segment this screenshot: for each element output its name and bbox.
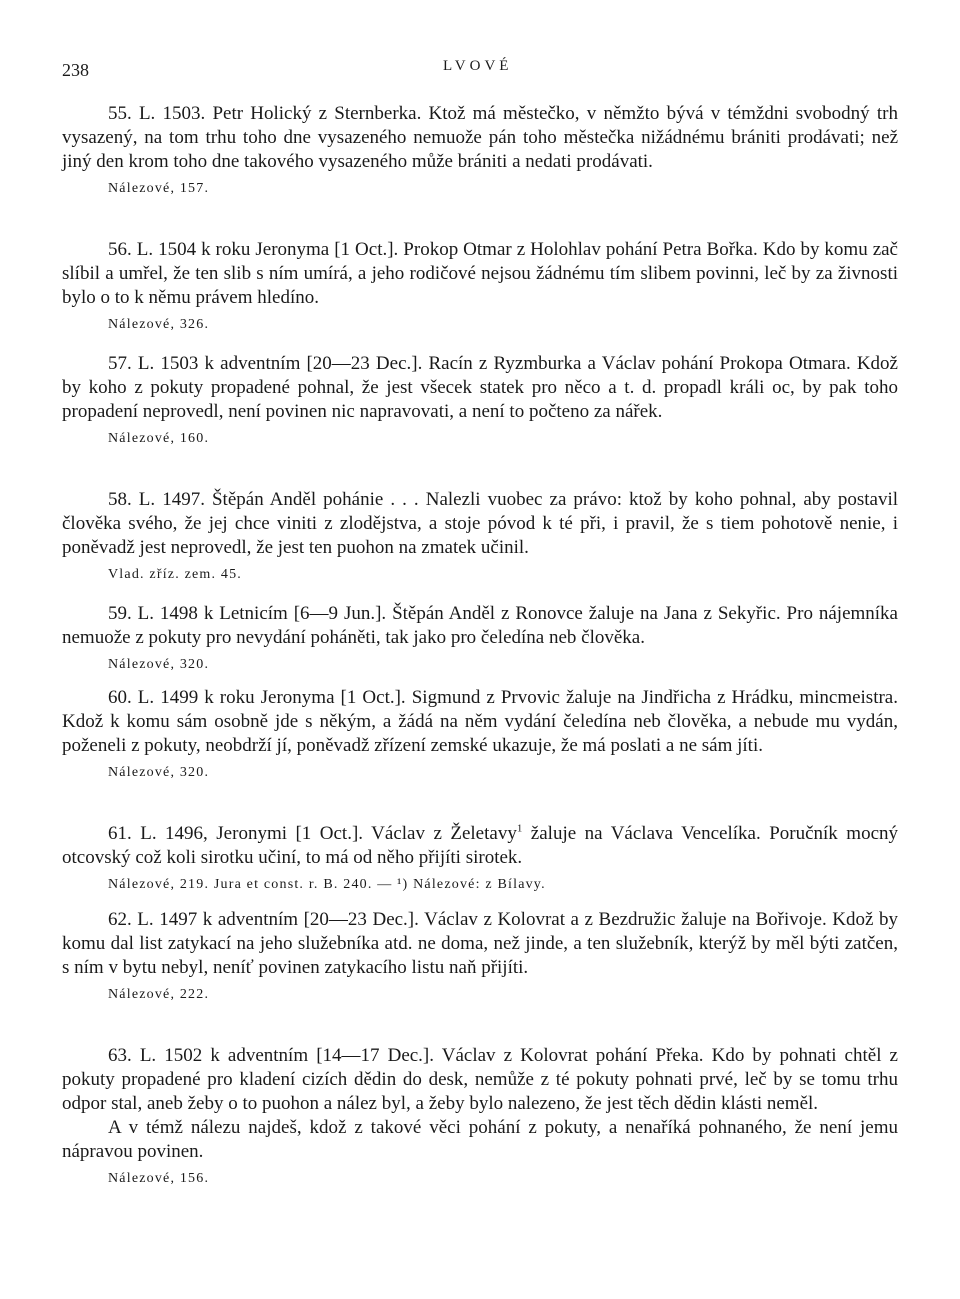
entry-text: 55. L. 1503. Petr Holický z Sternberka. Ktož má městečko, v němžto bývá v témždni svobodný trh vysazený, na tom trhu toho dne vysazeného nemuože pán toho městečka nižádnému brániti prodávati; než jiný den krom toho dne takového vysazeného může brániti a nedati prodávati. xyxy=(62,103,898,172)
entry-61 xyxy=(62,822,898,894)
entry-text: 60. L. 1499 k roku Jeronyma [1 Oct.]. Sigmund z Prvovic žaluje na Jindřicha z Hrádku, mincmeistra. Kdož k komu sám osobně jde s někým, a žádá na něm vydání čeledína neb člověka, a nebude mu vydán, poženeli z pokuty, neobdrží jí, poněvadž zřízení zemské ukazuje, že má poslati a ne sám jíti. xyxy=(62,687,898,756)
entry-text: 62. L. 1497 k adventním [20—23 Dec.]. Václav z Kolovrat a z Bezdružic žaluje na Bořivoje. Kdož by komu dal list zatykací na jeho služebníka atd. ne doma, než jinde, a ten služebník, kterýž by měl býti zatčen, s ním v bytu nebyl, neníť povinen zatykacího listu naň přijíti. xyxy=(62,909,898,978)
entry-63 xyxy=(62,1044,898,1188)
running-title: LVOVÉ xyxy=(443,58,513,74)
entry-text: 63. L. 1502 k adventním [14—17 Dec.]. Václav z Kolovrat pohání Překa. Kdo by pohnati chtěl z pokuty propadené pro kladení cizích dědin do desk, nemůže z té pokuty pohnati prvé, leč by se tomu trhu odpor stal, aneb žeby o to puohon a nález byl, a žeby bylo nalezeno, že jest těch dědin klásti neměl. xyxy=(62,1045,898,1114)
entry-source: Nálezové, 160. xyxy=(108,431,210,446)
entry-text-continued: A v témž nálezu najdeš, kdož z takové věci pohání z pokuty, a nenaříká pohnaného, že není jemu nápravou povinen. xyxy=(62,1117,898,1162)
entry-62 xyxy=(62,908,898,1004)
entry-text-start: 61. L. 1496, Jeronymi [1 Oct.]. Václav z Želetavy xyxy=(108,823,517,844)
entry-55 xyxy=(62,102,898,198)
entry-text: 59. L. 1498 k Letnicím [6—9 Jun.]. Štěpán Anděl z Ronovce žaluje na Jana z Sekyřic. Pro nájemníka nemuože z pokuty pro nevydání poháněti, tak jako pro čeledína neb člověka. xyxy=(62,603,898,648)
entry-text-end: žaluje na Václava Vencelíka. Poručník mocný otcovský což koli sirotku učiní, to má od něho přijíti sirotek. xyxy=(62,823,898,868)
entry-58 xyxy=(62,488,898,584)
entry-source: Nálezové, 156. xyxy=(108,1171,210,1186)
entry-56 xyxy=(62,238,898,334)
entry-source: Nálezové, 326. xyxy=(108,317,210,332)
entry-source: Nálezové, 157. xyxy=(108,181,210,196)
entry-59 xyxy=(62,602,898,674)
entry-57 xyxy=(62,352,898,448)
entry-source: Vlad. zříz. zem. 45. xyxy=(108,567,243,582)
entry-text: 58. L. 1497. Štěpán Anděl pohánie . . . Nalezli vuobec za právo: ktož by koho pohnal, aby postavil člověka svého, že jej chce viniti z zlodějstva, a stoje póvod k té při, i pravil, že s tiem pohotově nenie, i poněvadž jest neprovedl, že jest ten puohon na zmatek učinil. xyxy=(62,489,898,558)
entry-text xyxy=(62,822,898,870)
entry-source: Nálezové, 222. xyxy=(108,987,210,1002)
entry-text: 56. L. 1504 k roku Jeronyma [1 Oct.]. Prokop Otmar z Holohlav pohání Petra Bořka. Kdo by komu zač slíbil a umřel, že ten slib s ním umírá, a jeho rodičové nejsou žádnému tím slibem povinni, leč by za živnosti bylo o to k němu právem hledíno. xyxy=(62,239,898,308)
entry-60 xyxy=(62,686,898,782)
entry-source: Nálezové, 320. xyxy=(108,765,210,780)
entry-source: Nálezové, 320. xyxy=(108,657,210,672)
page-number: 238 xyxy=(62,60,89,80)
entry-source-with-footnote: Nálezové, 219. Jura et const. r. B. 240. — ¹) Nálezové: z Bílavy. xyxy=(108,877,546,892)
footnote-mark: 1 xyxy=(516,822,523,835)
entry-text: 57. L. 1503 k adventním [20—23 Dec.]. Racín z Ryzmburka a Václav pohání Prokopa Otmara. Kdož by koho z pokuty propadené pohnal, že jest všecek statek pro něco a t. d. propadl králi oc, by pak toho propadení neprovedl, není povinen nic napravovati, a není to počteno za nářek. xyxy=(62,353,898,422)
